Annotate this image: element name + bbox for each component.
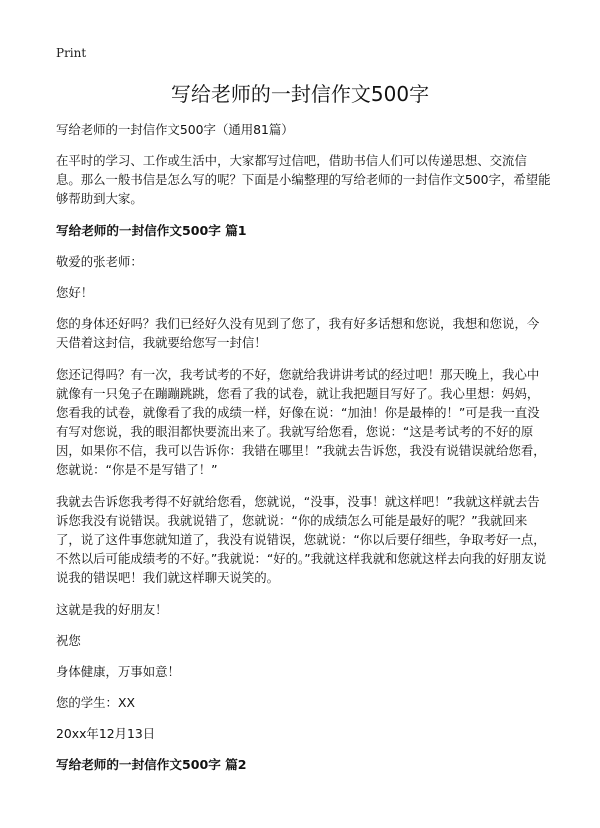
letter-signature: 您的学生：XX — [56, 695, 135, 710]
section-heading-2: 写给老师的一封信作文500字 篇2 — [56, 757, 247, 772]
letter-date: 20xx年12月13日 — [56, 726, 156, 741]
letter-paragraph-2: 您还记得吗？有一次，我考试考的不好，您就给我讲讲考试的经过吧！那天晚上，我心中就像有一只兔子在蹦蹦跳跳，您看了我的试卷，就让我把题目写好了。我心里想：妈妈，您看我的试卷，就像看了我的成绩一样，好像在说：“加油！你是最棒的！”可是我一直没有写对您说，我的眼泪都快要流出来了。我就写给您看，您说：“这是考试考的不好的原因，如果你不信，我可以告诉你：我错在哪里！”我就去告诉您，我没有说错误就给您看，您就说：“你是不是写错了！” — [56, 367, 546, 477]
letter-closing-1: 祝您 — [56, 633, 81, 648]
print-link[interactable]: Print — [56, 46, 87, 60]
letter-paragraph-1: 您的身体还好吗？我们已经好久没有见到了您了，我有好多话想和您说，我想和您说，今天借着这封信，我就要给您写一封信！ — [56, 316, 540, 350]
letter-hello: 您好！ — [56, 285, 94, 300]
letter-paragraph-4: 这就是我的好朋友！ — [56, 602, 168, 617]
section-heading-1: 写给老师的一封信作文500字 篇1 — [56, 223, 247, 238]
letter-closing-2: 身体健康，万事如意！ — [56, 664, 180, 679]
intro-paragraph: 在平时的学习、工作或生活中，大家都写过信吧，借助书信人们可以传递思想、交流信息。那么一般书信是怎么写的呢？下面是小编整理的写给老师的一封信作文500字，希望能够帮助到大家。 — [56, 153, 551, 206]
page-title: 写给老师的一封信作文500字 — [170, 82, 430, 106]
letter-paragraph-3: 我就去告诉您我考得不好就给您看，您就说，“没事，没事！就这样吧！”我就这样就去告诉您我没有说错误。我就说错了，您就说：“你的成绩怎么可能是最好的呢？”我就回来了，说了这件事您就知道了，我没有说错误，您就说：“你以后要仔细些，争取考好一点，不然以后可能成绩考的不好。”我就说：“好的。”我就这样我就和您就这样去向我的好朋友说说我的错误吧！我们就这样聊天说笑的。 — [56, 494, 547, 585]
article-subtitle: 写给老师的一封信作文500字（通用81篇） — [56, 122, 294, 137]
article-body — [56, 120, 551, 786]
letter-greeting: 敬爱的张老师： — [56, 254, 143, 269]
